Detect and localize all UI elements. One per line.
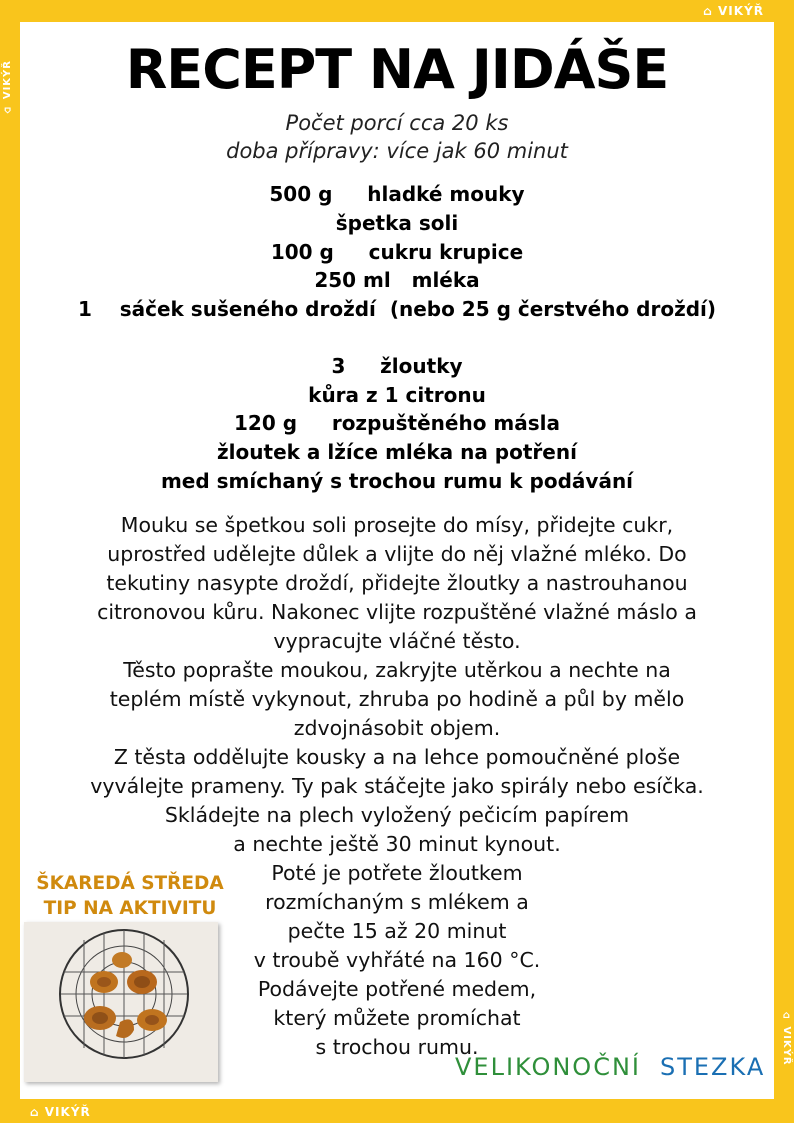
- recipe-title: RECEPT NA JIDÁŠE: [125, 38, 669, 101]
- ingredient-line: 3 žloutky: [331, 354, 463, 378]
- tip-line-1: ŠKAREDÁ STŘEDA: [36, 873, 224, 894]
- corner-logo-top-right: ⌂ VIKÝŘ: [703, 4, 764, 18]
- velikonocni-word: VELIKONOČNÍ: [455, 1053, 641, 1081]
- ingredient-line: špetka soli: [335, 211, 459, 235]
- ingredient-line: 250 ml mléka: [314, 268, 480, 292]
- instruction-paragraph: Z těsta oddělujte kousky a na lehce pomoučněné ploše vyválejte prameny. Ty pak stáčejte jako spirály nebo esíčka. Skládejte na plech vyložený pečicím papírem a nechte ještě 30 minut kynout. Poté je potřete žloutkem rozmíchaným s mlékem a pečte 15 až 20 minut v troubě vyhřáté na 160 °C. Podávejte potřené medem, který můžete promíchat s trochou rumu.: [90, 745, 704, 1059]
- corner-logo-right: ⌂ VIKÝŘ: [781, 1010, 792, 1066]
- ingredient-line: 500 g hladké mouky: [269, 182, 525, 206]
- velikonocni-logo: [455, 1053, 641, 1081]
- instruction-paragraph: Mouku se špetkou soli prosejte do mísy, přidejte cukr, uprostřed udělejte důlek a vlijte do něj vlažné mléko. Do tekutiny nasypte droždí, přidejte žloutky a nastrouhanou citronovou kůru. Nakonec vlijte rozpuštěné vlažné máslo a vypracujte vláčné těsto.: [97, 513, 697, 653]
- stezka-word: STEZKA: [660, 1053, 766, 1081]
- corner-logo-left: ⌂ VIKÝŘ: [2, 60, 13, 116]
- corner-logo-bottom-left: ⌂ VIKÝŘ: [30, 1105, 91, 1119]
- buns-on-rack-illustration: [24, 922, 218, 1082]
- ingredient-line: med smíchaný s trochou rumu k podávání: [160, 469, 634, 493]
- ingredient-line: kůra z 1 citronu: [308, 383, 486, 407]
- instruction-paragraph: Těsto poprašte moukou, zakryjte utěrkou a nechte na teplém místě vykynout, zhruba po hodině a půl by mělo zdvojnásobit objem.: [109, 658, 685, 740]
- ingredient-line: 1 sáček sušeného droždí (nebo 25 g čerstvého droždí): [77, 297, 717, 321]
- ingredient-line: žloutek a lžíce mléka na potření: [217, 440, 577, 464]
- ingredient-line: 120 g rozpuštěného másla: [233, 411, 560, 435]
- servings-text: Počet porcí cca 20 ks: [285, 111, 509, 135]
- stezka-logo: [660, 1053, 765, 1081]
- ingredient-line: 100 g cukru krupice: [270, 240, 524, 264]
- prep-time-text: doba přípravy: více jak 60 minut: [226, 139, 568, 163]
- tip-heading: [30, 871, 230, 921]
- tip-line-2: TIP NA AKTIVITU: [43, 898, 217, 919]
- buns-photo: [24, 922, 218, 1082]
